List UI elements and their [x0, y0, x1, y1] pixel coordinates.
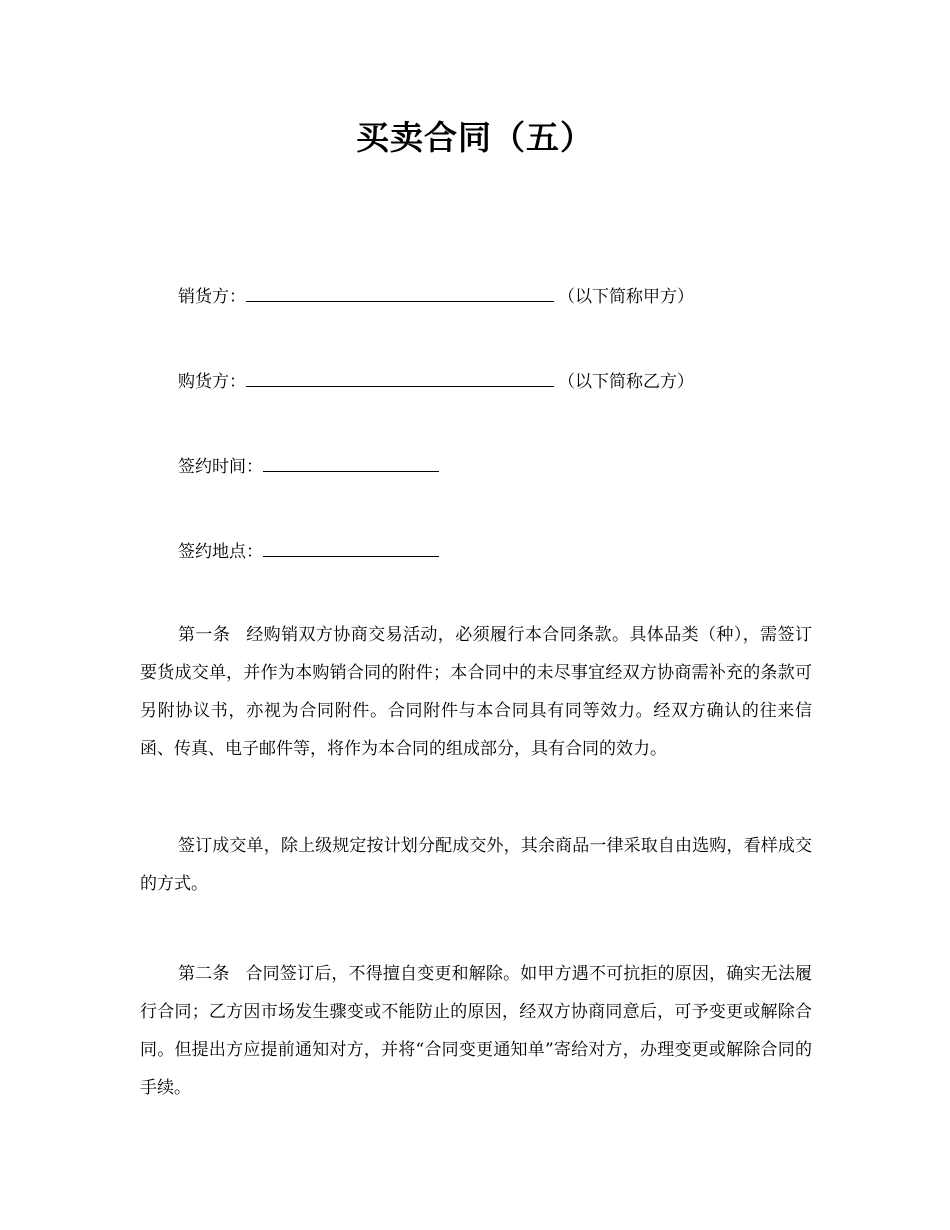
article-1-number: 第一条 — [178, 625, 231, 645]
buyer-blank[interactable] — [246, 368, 554, 387]
sign-place-field — [178, 538, 439, 564]
seller-suffix: （以下简称甲方） — [558, 287, 694, 307]
seller-label: 销货方： — [178, 287, 246, 307]
article-1-text: 经购销双方协商交易活动，必须履行本合同条款。具体品类（种），需签订要货成交单，并作为本购销合同的附件；本合同中的未尽事宜经双方协商需补充的条款可另附协议书，亦视为合同附件。合同附件与本合同具有同等效力。经双方确认的往来信函、传真、电子邮件等，将作为本合同的组成部分，具有合同的效力。 — [140, 625, 813, 759]
buyer-suffix: （以下简称乙方） — [558, 372, 694, 392]
sign-time-label: 签约时间： — [178, 457, 263, 477]
buyer-field — [178, 368, 694, 394]
sign-time-field — [178, 453, 439, 479]
seller-blank[interactable] — [246, 283, 554, 302]
buyer-label: 购货方： — [178, 372, 246, 392]
seller-field — [178, 283, 694, 309]
article-1-supplement-text: 签订成交单，除上级规定按计划分配成交外，其余商品一律采取自由选购，看样成交的方式。 — [140, 836, 812, 894]
sign-time-blank[interactable] — [263, 453, 439, 472]
article-1-supplement — [140, 827, 812, 903]
article-2-text: 合同签订后，不得擅自变更和解除。如甲方遇不可抗拒的原因，确实无法履行合同；乙方因市场发生骤变或不能防止的原因，经双方协商同意后，可予变更或解除合同。但提出方应提前通知对方，并将“合同变更通知单”寄给对方，办理变更或解除合同的手续。 — [140, 964, 812, 1098]
article-1 — [140, 616, 812, 768]
article-2-number: 第二条 — [178, 964, 230, 984]
sign-place-label: 签约地点： — [178, 542, 263, 562]
sign-place-blank[interactable] — [263, 538, 439, 557]
document-title: 买卖合同（五） — [356, 118, 594, 157]
article-2 — [140, 955, 812, 1107]
